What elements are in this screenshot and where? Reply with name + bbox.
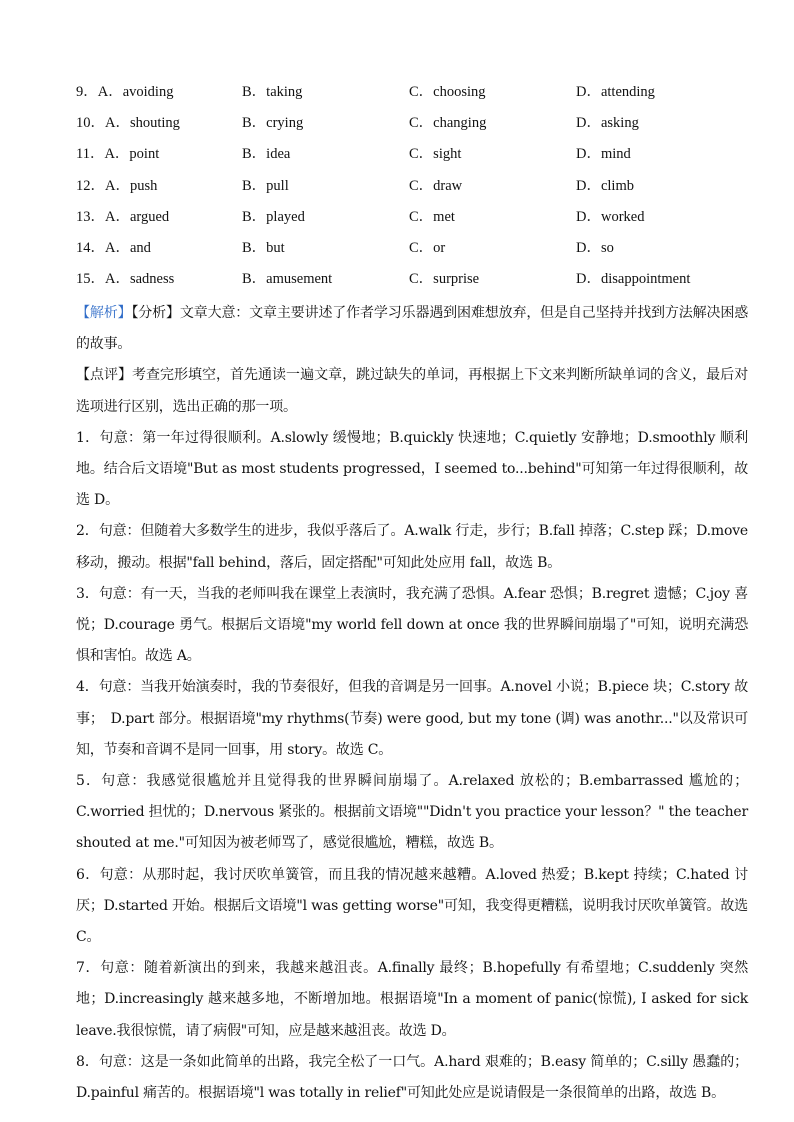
option-row-10 <box>76 110 756 141</box>
explanation-item-1: 1．句意：第一年过得很顺利。A.slowly 缓慢地；B.quickly 快速地；C.quietly 安静地；D.smoothly 顺利地。结合后文语境"But as most students progressed，I seemed to...behind"可知第一年过得很顺利，故选 D。 <box>76 429 748 509</box>
option-a: 11．A．point <box>76 146 160 163</box>
option-d: D．disappointment <box>576 271 691 288</box>
option-b: B．played <box>242 208 305 225</box>
option-c: C．changing <box>409 115 487 132</box>
option-b: B．pull <box>242 177 289 194</box>
answer-explanation <box>76 298 748 1109</box>
analysis-tag: 【解析】 <box>76 305 132 321</box>
option-b: B．taking <box>242 84 303 100</box>
explanation-item-5: 5．句意：我感觉很尴尬并且觉得我的世界瞬间崩塌了。A.relaxed 放松的；B.embarrassed 尴尬的；C.worried 担忧的；D.nervous 紧张的。根据前文语境""Didn't you practice your lesson？" the teacher shouted at me."可知因为被老师骂了，感觉很尴尬，糟糕，故选 B。 <box>76 773 748 852</box>
option-c: C．draw <box>409 177 463 194</box>
analysis-text: 【分析】文章大意：文章主要讲述了作者学习乐器遇到困难想放弃，但是自己坚持并找到方法解决困惑的故事。 <box>76 305 748 353</box>
option-row-13 <box>76 204 756 235</box>
explanation-item-2: 2．句意：但随着大多数学生的进步，我似乎落后了。A.walk 行走，步行；B.fall 掉落；C.step 踩；D.move 移动，搬动。根据"fall behind，落后，固定搭配"可知此处应用 fall，故选 B。 <box>76 523 748 571</box>
explanation-item-3: 3．句意：有一天，当我的老师叫我在课堂上表演时，我充满了恐惧。A.fear 恐惧；B.regret 遗憾；C.joy 喜悦；D.courage 勇气。根据后文语境"my world fell down at once 我的世界瞬间崩塌了"可知，说明充满恐惧和害怕。故选 A。 <box>76 585 748 665</box>
option-c: C．sight <box>409 146 462 163</box>
option-d: D．attending <box>576 84 655 100</box>
option-a: 12．A．push <box>76 177 158 194</box>
comment-paragraph: 【点评】考查完形填空，首先通读一遍文章，跳过缺失的单词，再根据上下文来判断所缺单词的含义，最后对选项进行区别，选出正确的那一项。 <box>76 367 748 415</box>
option-c: C．choosing <box>409 84 486 100</box>
option-d: D．worked <box>576 208 645 225</box>
option-row-14 <box>76 235 756 266</box>
option-d: D．so <box>576 239 614 256</box>
option-d: D．mind <box>576 146 631 163</box>
option-a: 15．A．sadness <box>76 271 175 288</box>
option-b: B．crying <box>242 115 304 132</box>
option-b: B．but <box>242 239 285 256</box>
option-c: C．or <box>409 239 446 256</box>
option-c: C．surprise <box>409 271 480 288</box>
option-row-9 <box>76 79 756 110</box>
option-a: 13．A．argued <box>76 208 170 225</box>
option-c: C．met <box>409 208 455 225</box>
option-a: 10．A．shouting <box>76 115 180 132</box>
answer-options-list <box>76 79 756 297</box>
explanation-item-8: 8．句意：这是一条如此简单的出路，我完全松了一口气。A.hard 艰难的；B.easy 简单的；C.silly 愚蠢的；D.painful 痛苦的。根据语境"l was totally in relief"可知此处应是说请假是一条很简单的出路，故选 B。 <box>76 1053 748 1102</box>
option-row-11 <box>76 141 756 172</box>
option-b: B．amusement <box>242 271 333 288</box>
option-row-15 <box>76 266 756 297</box>
option-a: 14．A．and <box>76 239 151 256</box>
explanation-item-6: 6．句意：从那时起，我讨厌吹单簧管，而且我的情况越来越糟。A.loved 热爱；B.kept 持续；C.hated 讨厌；D.started 开始。根据后文语境"l was getting worse"可知，我变得更糟糕，说明我讨厌吹单簧管。故选 C。 <box>76 866 748 946</box>
option-a: 9．A．avoiding <box>76 84 174 100</box>
analysis-paragraph <box>76 298 748 360</box>
explanation-item-4: 4．句意：当我开始演奏时，我的节奏很好，但我的音调是另一回事。A.novel 小说；B.piece 块；C.story 故事； D.part 部分。根据语境"my rhythms(节奏) were good, but my tone (调) was anothr..."以及常识可知，节奏和音调不是同一回事，用 story。故选 C。 <box>76 679 748 758</box>
option-d: D．asking <box>576 115 639 132</box>
explanation-item-7: 7．句意：随着新演出的到来，我越来越沮丧。A.finally 最终；B.hopefully 有希望地；C.suddenly 突然地；D.increasingly 越来越多地，不断增加地。根据语境"In a moment of panic(惊慌), I asked for sick leave.我很惊慌，请了病假"可知，应是越来越沮丧。故选 D。 <box>76 960 748 1039</box>
option-b: B．idea <box>242 146 291 163</box>
option-row-12 <box>76 173 756 204</box>
option-d: D．climb <box>576 177 634 194</box>
